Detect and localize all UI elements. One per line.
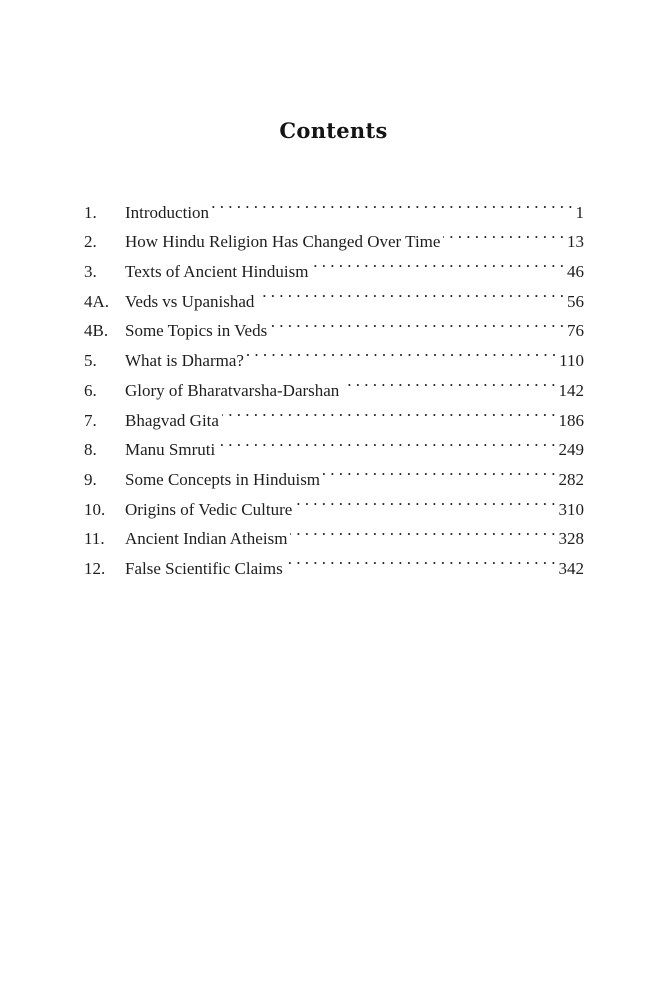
page-number: 110: [559, 351, 584, 371]
chapter-number: 11.: [84, 529, 105, 549]
dot-leader: [286, 544, 556, 574]
dot-leader: [218, 426, 555, 456]
chapter-number: 2.: [84, 232, 97, 252]
chapter-title: Glory of Bharatvarsha-Darshan: [125, 380, 340, 400]
dot-leader: [295, 485, 555, 515]
chapter-title: Origins of Vedic Culture: [125, 499, 293, 519]
chapter-number: 3.: [84, 262, 97, 282]
chapter-title: Bhagvad Gita: [125, 410, 219, 430]
chapter-title: How Hindu Religion Has Changed Over Time: [125, 232, 441, 252]
page-number: 249: [558, 440, 584, 460]
chapter-number: 8.: [84, 440, 97, 460]
dot-leader: [222, 396, 556, 426]
dot-leader: [323, 455, 555, 485]
chapter-title: Veds vs Upanishad: [125, 291, 255, 311]
chapter-title: What is Dharma?: [125, 351, 244, 371]
chapter-number: 10.: [84, 499, 106, 519]
chapter-title: Manu Smruti: [125, 440, 216, 460]
page-number: 342: [558, 558, 584, 578]
chapter-number: 1.: [84, 202, 97, 222]
page-number: 76: [567, 321, 584, 341]
chapter-number: 4A.: [84, 291, 110, 311]
dot-leader: [270, 307, 564, 337]
page-number: 328: [558, 529, 584, 549]
chapter-title: Ancient Indian Atheism: [125, 529, 288, 549]
page-number: 1: [575, 202, 584, 222]
page-number: 142: [558, 380, 584, 400]
page-number: 310: [558, 499, 584, 519]
chapter-number: 4B.: [84, 321, 109, 341]
chapter-number: 9.: [84, 469, 97, 489]
chapter-number: 5.: [84, 351, 97, 371]
dot-leader: [342, 366, 555, 396]
dot-leader: [311, 247, 564, 277]
chapter-title: Some Topics in Veds: [125, 321, 268, 341]
dot-leader: [212, 188, 572, 218]
dot-leader: [247, 336, 556, 366]
page-number: 13: [567, 232, 584, 252]
page-number: 56: [567, 291, 584, 311]
dot-leader: [443, 218, 564, 248]
page-number: 186: [558, 410, 584, 430]
chapter-number: 6.: [84, 380, 97, 400]
toc-entry[interactable]: [84, 188, 584, 222]
chapter-number: 7.: [84, 410, 97, 430]
dot-leader: [257, 277, 564, 307]
chapter-title: Texts of Ancient Hinduism: [125, 262, 309, 282]
page-number: 46: [567, 262, 584, 282]
chapter-title: False Scientific Claims: [125, 558, 283, 578]
table-of-contents: [84, 188, 584, 578]
chapter-number: 12.: [84, 558, 106, 578]
chapter-title: Introduction: [125, 202, 210, 222]
chapter-title: Some Concepts in Hinduism: [125, 469, 321, 489]
dot-leader: [290, 515, 555, 545]
page-number: 282: [558, 469, 584, 489]
page-title: Contents: [279, 118, 388, 143]
